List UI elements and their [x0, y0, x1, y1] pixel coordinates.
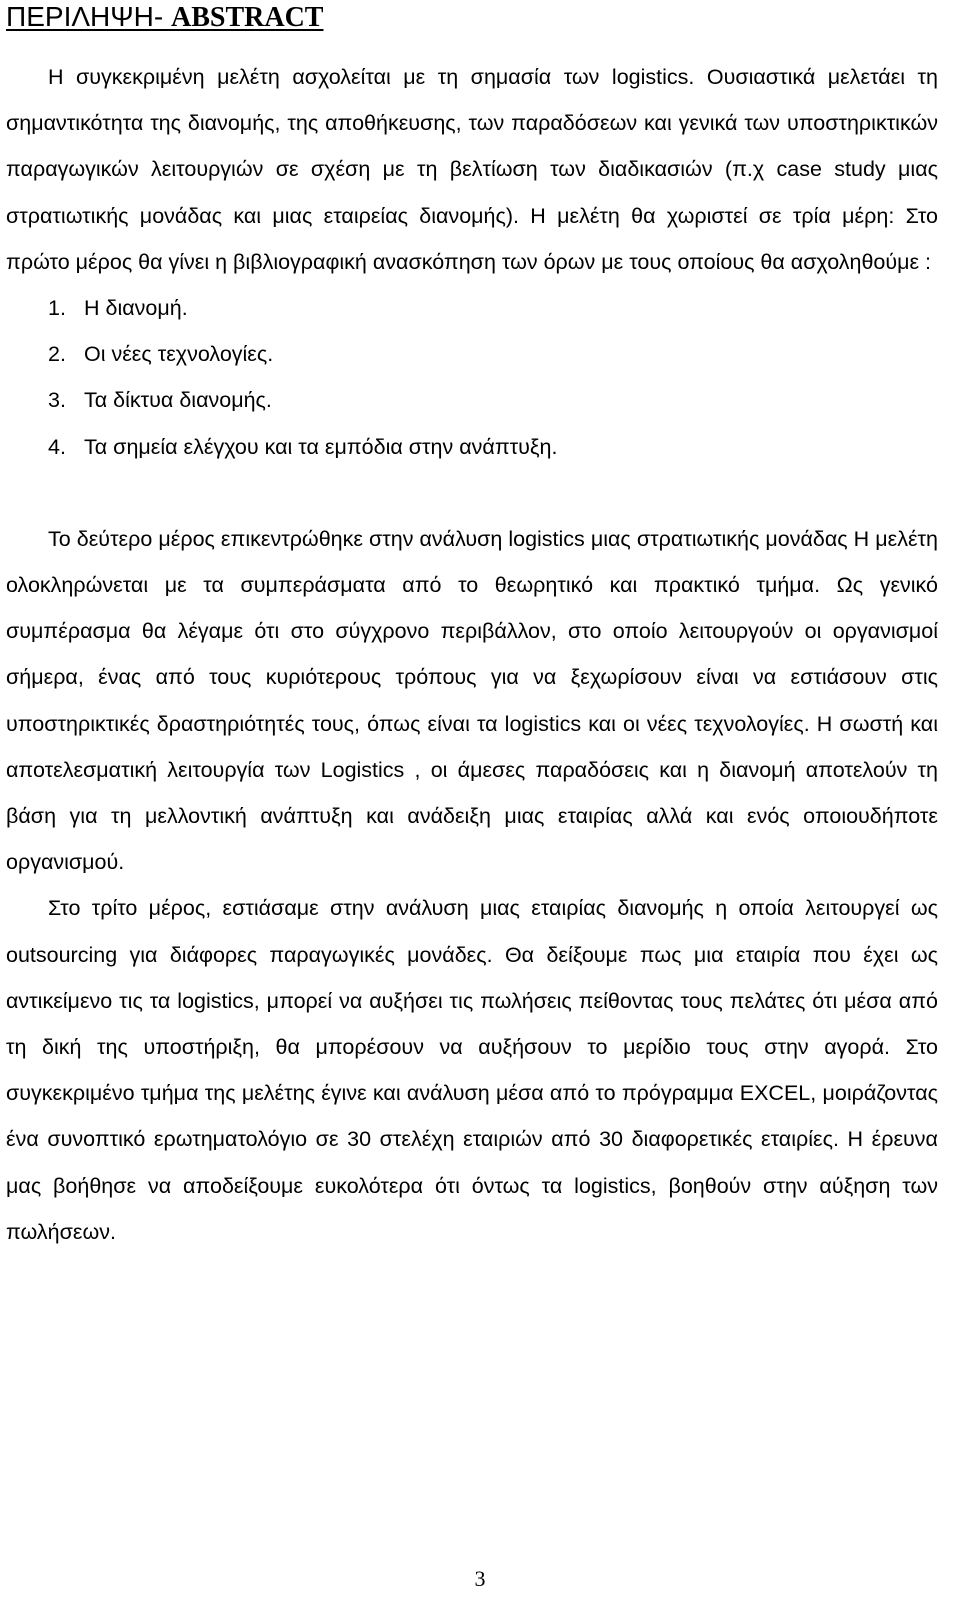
list-item-number: 3.: [48, 388, 66, 413]
paragraph-spacer: [6, 470, 938, 516]
list-item: [6, 424, 938, 470]
heading-greek: ΠΕΡΙΛΗΨΗ-: [6, 1, 171, 32]
list-item: [6, 285, 938, 331]
list-item-number: 2.: [48, 342, 66, 367]
list-item-number: 1.: [48, 296, 66, 321]
page-number: 3: [474, 1566, 486, 1591]
document-body: [6, 54, 938, 1255]
page-heading: [6, 0, 323, 35]
topics-list: [6, 285, 938, 470]
heading-english: ABSTRACT: [171, 2, 324, 33]
list-item-text: Τα σημεία ελέγχου και τα εμπόδια στην ανάπτυξη.: [84, 434, 558, 459]
abstract-paragraph-3: Στο τρίτο μέρος, εστιάσαμε στην ανάλυση μιας εταιρίας διανομής η οποία λειτουργεί ως outsourcing για διάφορες παραγωγικές μονάδες. Θα δείξουμε πως μια εταιρία που έχει ως αντικείμενο τις τα logistics, μπορεί να αυξήσει τις πωλήσεις πείθοντας τους πελάτες ότι μέσα από τη δική της υποστήριξη, θα μπορέσουν να αυξήσουν το μερίδιο τους στην αγορά. Στο συγκεκριμένο τμήμα της μελέτης έγινε και ανάλυση μέσα από το πρόγραμμα EXCEL, μοιράζοντας ένα συνοπτικό ερωτηματολόγιο σε 30 στελέχη εταιριών από 30 διαφορετικές εταιρίες. Η έρευνα μας βοήθησε να αποδείξουμε ευκολότερα ότι όντως τα logistics, βοηθούν στην αύξηση των πωλήσεων.: [6, 896, 938, 1244]
list-item-text: Οι νέες τεχνολογίες.: [84, 342, 274, 367]
list-item: [6, 377, 938, 423]
abstract-paragraph-1: Η συγκεκριμένη μελέτη ασχολείται με τη σημασία των logistics. Ουσιαστικά μελετάει τη σημαντικότητα της διανομής, της αποθήκευσης, των παραδόσεων και γενικά των υποστηρικτικών παραγωγικών λειτουργιών σε σχέση με τη βελτίωση των διαδικασιών (π.χ case study μιας στρατιωτικής μονάδας και μιας εταιρείας διανομής). Η μελέτη θα χωριστεί σε τρία μέρη: Στο πρώτο μέρος θα γίνει η βιβλιογραφική ανασκόπηση των όρων με τους οποίους θα ασχοληθούμε :: [6, 65, 938, 274]
list-item: [6, 331, 938, 377]
abstract-paragraph-2: Το δεύτερο μέρος επικεντρώθηκε στην ανάλυση logistics μιας στρατιωτικής μονάδας Η μελέτη ολοκληρώνεται με τα συμπεράσματα από το θεωρητικό και πρακτικό τμήμα. Ως γενικό συμπέρασμα θα λέγαμε ότι στο σύγχρονο περιβάλλον, στο οποίο λειτουργούν οι οργανισμοί σήμερα, ένας από τους κυριότερους τρόπους για να ξεχωρίσουν είναι να εστιάσουν στις υποστηρικτικές δραστηριότητές τους, όπως είναι τα logistics και οι νέες τεχνολογίες. Η σωστή και αποτελεσματική λειτουργία των Logistics , οι άμεσες παραδόσεις και η διανομή αποτελούν τη βάση για τη μελλοντική ανάπτυξη και ανάδειξη μιας εταιρίας αλλά και ενός οποιουδήποτε οργανισμού.: [6, 526, 938, 875]
list-item-number: 4.: [48, 434, 66, 459]
list-item-text: Τα δίκτυα διανομής.: [84, 388, 272, 413]
list-item-text: Η διανομή.: [84, 296, 188, 321]
